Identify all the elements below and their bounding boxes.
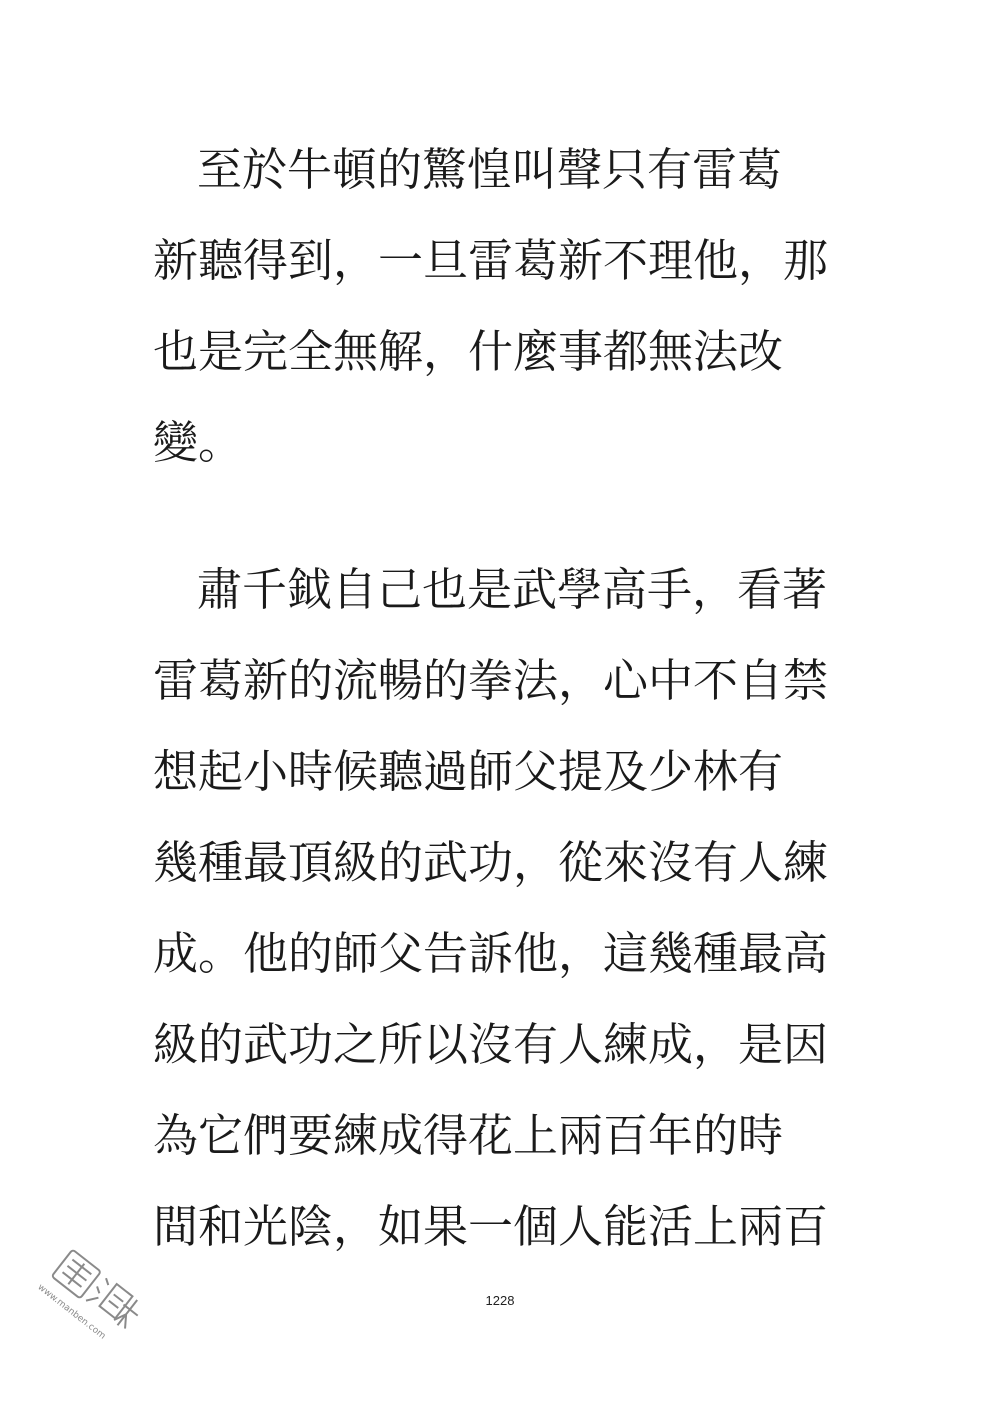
text-line: 成。他的師父告訴他，這幾種最高 (153, 927, 829, 980)
text-line: 雷葛新的流暢的拳法，心中不自禁 (153, 654, 829, 707)
text-line: 新聽得到，一旦雷葛新不理他，那 (153, 234, 829, 287)
text-line: 至於牛頓的驚惶叫聲只有雷葛 (197, 143, 783, 196)
paragraph-1 (153, 124, 853, 488)
text-line: 級的武功之所以沒有人練成，是因 (153, 1018, 829, 1071)
text-line: 也是完全無解，什麼事都無法改 (153, 325, 784, 378)
text-line: 為它們要練成得花上兩百年的時 (153, 1109, 784, 1162)
text-line: 想起小時候聽過師父提及少林有 (153, 745, 784, 798)
text-line: 幾種最頂級的武功，從來沒有人練 (153, 836, 829, 889)
page-number: 1228 (485, 1293, 515, 1308)
paragraph-2 (153, 544, 853, 1272)
text-line: 間和光陰，如果一個人能活上兩百 (153, 1200, 829, 1253)
text-line: 肅千鉞自己也是武學高手，看著 (197, 563, 828, 616)
text-line: 變。 (153, 416, 244, 469)
manben-logo-watermark-icon (10, 1230, 160, 1390)
svg-text:www.manben.com: www.manben.com (35, 1282, 108, 1342)
